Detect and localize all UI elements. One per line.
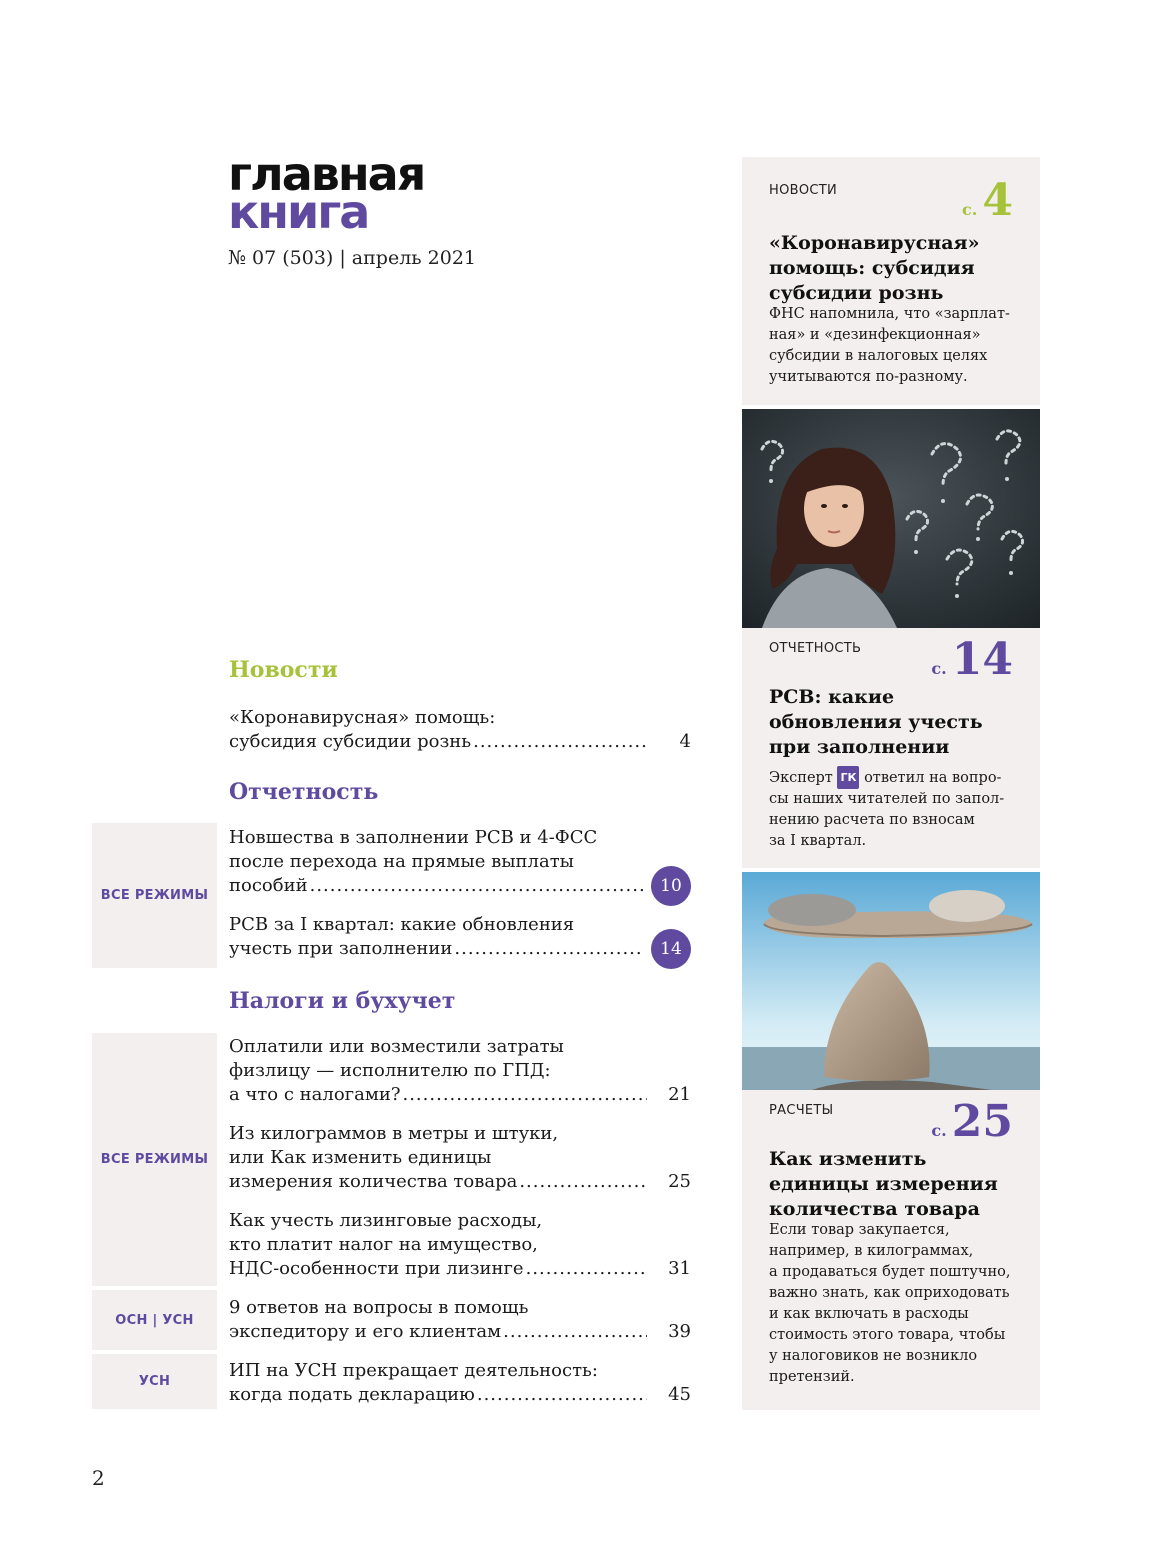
toc-entry-line: «Коронавирусная» помощь: — [229, 707, 496, 728]
teaser-headline — [769, 231, 979, 306]
toc-page-number: 39 — [668, 1321, 691, 1342]
toc-entry[interactable] — [229, 1035, 691, 1107]
toc-entry-line: учесть при заполнении — [229, 938, 453, 959]
toc-entry-line: Как учесть лизинговые расходы, — [229, 1210, 543, 1231]
text-line: ная» и «дезинфекционная» — [769, 327, 981, 343]
headline-line: при заполнении — [769, 736, 950, 758]
toc-page-number: 31 — [668, 1258, 691, 1279]
toc-entry[interactable] — [229, 1122, 691, 1194]
toc-page-number: 25 — [668, 1171, 691, 1192]
regime-label-box — [92, 1354, 217, 1409]
teaser-text — [769, 1220, 1011, 1388]
teaser-page-prefix: с. — [931, 659, 947, 678]
toc-entry[interactable] — [229, 826, 691, 906]
headline-line: РСВ: какие — [769, 686, 895, 708]
headline-line: «Коронавирусная» — [769, 232, 980, 254]
teaser-page-number: 4 — [982, 175, 1013, 226]
text-line: у налоговиков не возникло — [769, 1348, 978, 1364]
teaser-category: ОТЧЕТНОСТЬ — [769, 641, 862, 656]
teaser-text — [769, 304, 1010, 388]
toc-entry-line: 9 ответов на вопросы в помощь — [229, 1297, 529, 1318]
text-line: Если товар закупается, — [769, 1222, 950, 1238]
regime-label-box — [92, 1290, 217, 1350]
regime-label: УСН — [138, 1374, 171, 1389]
regime-label: ВСЕ РЕЖИМЫ — [100, 1152, 209, 1167]
toc-entry[interactable] — [229, 913, 691, 969]
headline-line: единицы измерения — [769, 1173, 998, 1195]
toc-entry[interactable] — [229, 1359, 691, 1407]
balancing-stones-image — [742, 872, 1040, 1090]
teaser-text — [769, 766, 1004, 852]
headline-line: субсидии рознь — [769, 282, 944, 304]
teaser-photo-woman — [742, 409, 1040, 628]
teaser-news[interactable] — [742, 157, 1040, 405]
text-fragment: Эксперт — [769, 770, 833, 786]
toc-page-badge: 14 — [651, 929, 691, 969]
toc-entry-line: НДС-особенности при лизинге — [229, 1258, 524, 1279]
text-line: стоимость этого товара, чтобы — [769, 1327, 1006, 1343]
teaser-category: РАСЧЕТЫ — [769, 1103, 834, 1118]
text-line: претензий. — [769, 1369, 855, 1385]
toc-page-number: 21 — [668, 1084, 691, 1105]
text-line: за I квартал. — [769, 833, 867, 849]
toc-entry-line: Новшества в заполнении РСВ и 4-ФСС — [229, 827, 598, 848]
regime-label: ВСЕ РЕЖИМЫ — [100, 888, 209, 903]
gk-logo-badge: ГК — [837, 766, 859, 789]
toc-entry-line: ИП на УСН прекращает деятельность: — [229, 1360, 598, 1381]
text-line: и как включать в расходы — [769, 1306, 969, 1322]
toc-entry-line: после перехода на прямые выплаты — [229, 851, 575, 872]
toc-page-number: 4 — [679, 731, 691, 752]
section-title-taxes: Налоги и бухучет — [229, 988, 456, 1014]
toc-entry[interactable] — [229, 1209, 691, 1281]
headline-line: помощь: субсидия — [769, 257, 975, 279]
toc-entry[interactable] — [229, 706, 691, 754]
text-line: сы наших читателей по запол- — [769, 791, 1005, 807]
teaser-page — [961, 175, 1013, 226]
magazine-logo — [228, 147, 478, 239]
regime-label-box — [92, 823, 217, 968]
logo-line-1: главная — [228, 147, 425, 201]
teaser-page-number: 25 — [951, 1096, 1013, 1147]
toc-entry[interactable] — [229, 1296, 691, 1344]
toc-page-number: 45 — [668, 1384, 691, 1405]
toc-entry-line: физлицу — исполнителю по ГПД: — [229, 1060, 551, 1081]
teaser-page-prefix: с. — [931, 1121, 947, 1140]
teaser-headline — [769, 1147, 998, 1222]
text-line: например, в килограммах, — [769, 1243, 974, 1259]
teaser-photo-stones — [742, 872, 1040, 1090]
teaser-page-prefix: с. — [961, 200, 978, 219]
toc-entry-line: субсидия субсидии рознь — [229, 731, 472, 752]
regime-label: ОСН | УСН — [115, 1312, 194, 1328]
headline-line: обновления учесть — [769, 711, 983, 733]
toc-entry-line: измерения количества товара — [229, 1171, 518, 1192]
text-line: субсидии в налоговых целях — [769, 348, 988, 364]
text-line: учитываются по-разному. — [769, 369, 968, 385]
headline-line: Как изменить — [769, 1148, 927, 1170]
toc-entry-line: РСВ за I квартал: какие обновления — [229, 914, 575, 935]
text-fragment: ответил на вопро- — [864, 770, 1002, 786]
toc-entry-line: пособий — [229, 875, 308, 896]
toc-entry-line: кто платит налог на имущество, — [229, 1234, 538, 1255]
woman-question-marks-image — [742, 409, 1040, 628]
toc-page-badge: 10 — [651, 866, 691, 906]
toc-entry-line: когда подать декларацию — [229, 1384, 475, 1405]
text-line — [769, 766, 1004, 789]
toc-entry-line: а что с налогами? — [229, 1084, 401, 1105]
teaser-page-number: 14 — [951, 634, 1013, 685]
text-line: ФНС напомнила, что «зарплат- — [769, 306, 1010, 322]
headline-line: количества товара — [769, 1198, 980, 1220]
teaser-calculations[interactable] — [742, 1090, 1040, 1410]
section-title-news: Новости — [229, 657, 338, 683]
teaser-page — [931, 634, 1013, 685]
toc-entry-line: Оплатили или возместили затраты — [229, 1036, 564, 1057]
text-line: нению расчета по взносам — [769, 812, 975, 828]
toc-entry-line: экспедитору и его клиентам — [229, 1321, 502, 1342]
logo-line-2: книга — [228, 185, 369, 239]
text-line: важно знать, как оприходовать — [769, 1285, 1010, 1301]
issue-info: № 07 (503) | апрель 2021 — [228, 247, 477, 269]
teaser-reporting[interactable] — [742, 628, 1040, 868]
teaser-category: НОВОСТИ — [769, 183, 838, 198]
regime-label-box — [92, 1033, 217, 1286]
text-line: а продаваться будет поштучно, — [769, 1264, 1011, 1280]
toc-entry-line: или Как изменить единицы — [229, 1147, 492, 1168]
teaser-headline — [769, 685, 983, 760]
section-title-reporting: Отчетность — [229, 779, 379, 805]
page-number: 2 — [92, 1466, 105, 1490]
toc-entry-line: Из килограммов в метры и штуки, — [229, 1123, 559, 1144]
teaser-page — [931, 1096, 1013, 1147]
